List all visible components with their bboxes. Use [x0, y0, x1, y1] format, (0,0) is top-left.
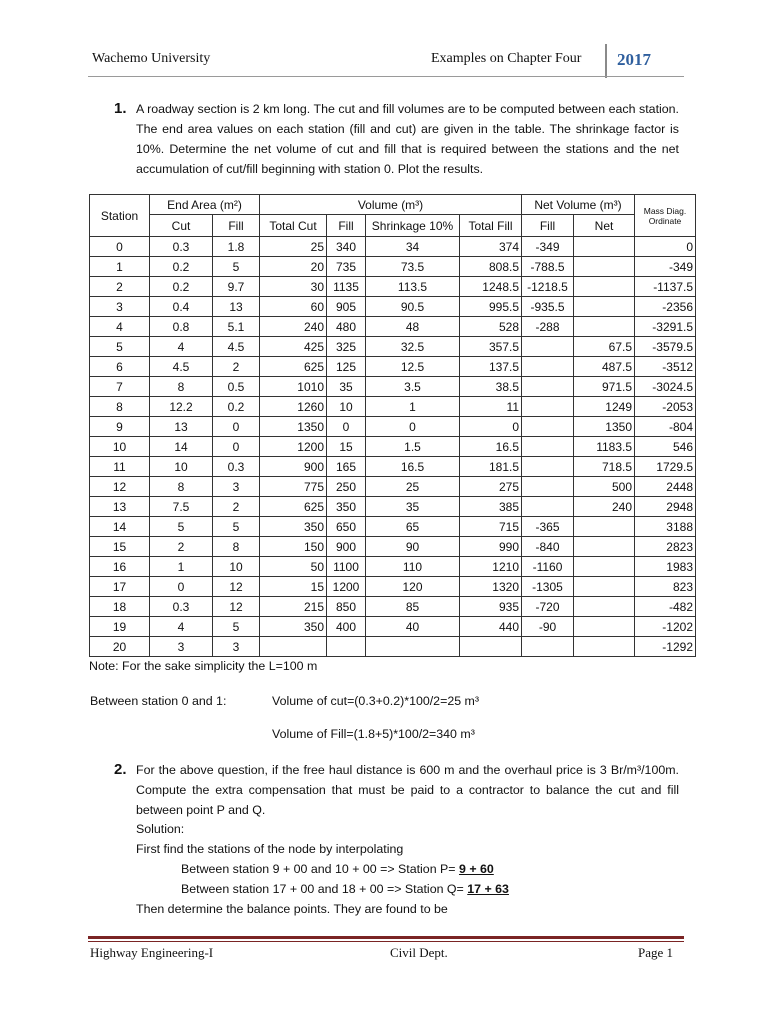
cell-cut: 0.2: [150, 277, 213, 297]
cell-fill: 1.8: [213, 237, 260, 257]
cell-station: 17: [90, 577, 150, 597]
cell-total-cut: 30: [260, 277, 327, 297]
cell-total-cut: 1260: [260, 397, 327, 417]
cell-net-fill: [522, 497, 574, 517]
note-text: Note: For the sake simplicity the L=100 m: [89, 659, 318, 673]
cell-mass-ordinate: 2448: [635, 477, 696, 497]
table-row: [90, 477, 696, 497]
cell-station: 3: [90, 297, 150, 317]
cell-volume-fill: 1100: [327, 557, 366, 577]
station-q-line: [181, 882, 509, 896]
cell-total-fill: 1320: [460, 577, 522, 597]
cell-shrinkage: 0: [366, 417, 460, 437]
cell-volume-fill: 1200: [327, 577, 366, 597]
cell-shrinkage: 25: [366, 477, 460, 497]
cell-fill: 0: [213, 437, 260, 457]
cell-total-fill: 1248.5: [460, 277, 522, 297]
cell-volume-fill: 0: [327, 417, 366, 437]
station-p-value: 9 + 60: [458, 862, 494, 876]
cell-shrinkage: 35: [366, 497, 460, 517]
cell-net-fill: -935.5: [522, 297, 574, 317]
cell-cut: 8: [150, 377, 213, 397]
cell-total-cut: 350: [260, 617, 327, 637]
cell-volume-fill: 850: [327, 597, 366, 617]
cell-net: [574, 557, 635, 577]
volume-fill-formula: Volume of Fill=(1.8+5)*100/2=340 m³: [272, 727, 475, 741]
cell-cut: 0.8: [150, 317, 213, 337]
cell-net: [574, 597, 635, 617]
table-row: [90, 617, 696, 637]
cell-net-fill: [522, 397, 574, 417]
cell-net: [574, 517, 635, 537]
cell-fill: 12: [213, 597, 260, 617]
cell-total-cut: 900: [260, 457, 327, 477]
cell-total-fill: 181.5: [460, 457, 522, 477]
cell-volume-fill: 125: [327, 357, 366, 377]
cell-mass-ordinate: 2948: [635, 497, 696, 517]
station-q-label: Between station 17 + 00 and 18 + 00 => Station Q=: [181, 882, 464, 896]
header-volume: Volume (m³): [260, 195, 522, 215]
cell-station: 20: [90, 637, 150, 657]
header-net-fill: Fill: [522, 215, 574, 237]
header-chapter: Examples on Chapter Four: [431, 51, 582, 66]
cell-total-fill: 357.5: [460, 337, 522, 357]
cell-cut: 1: [150, 557, 213, 577]
question-1-text: A roadway section is 2 km long. The cut and fill volumes are to be computed between each station. The end area values on each station (fill and cut) are given in the table. The shrinkage factor is 10%. Determine the net volume of cut and fill that is required between the stations and the net accumulation of cut/fill beginning with station 0. Plot the results.: [136, 102, 679, 176]
cell-volume-fill: 325: [327, 337, 366, 357]
cell-volume-fill: 15: [327, 437, 366, 457]
table-row: [90, 457, 696, 477]
table-row: [90, 417, 696, 437]
table-row: [90, 537, 696, 557]
table-row: [90, 517, 696, 537]
table-row: [90, 637, 696, 657]
cell-net-fill: [522, 377, 574, 397]
station-p-line: [181, 862, 494, 876]
cell-net: [574, 617, 635, 637]
cell-net-fill: -840: [522, 537, 574, 557]
cell-net: [574, 317, 635, 337]
cell-volume-fill: 35: [327, 377, 366, 397]
cell-volume-fill: [327, 637, 366, 657]
cell-mass-ordinate: -3579.5: [635, 337, 696, 357]
table-row: [90, 317, 696, 337]
cell-mass-ordinate: 546: [635, 437, 696, 457]
cell-mass-ordinate: -2356: [635, 297, 696, 317]
cell-net-fill: -1218.5: [522, 277, 574, 297]
table-row: [90, 277, 696, 297]
header-fill: Fill: [213, 215, 260, 237]
header-year: 2017: [617, 50, 651, 69]
cell-volume-fill: 900: [327, 537, 366, 557]
station-p-label: Between station 9 + 00 and 10 + 00 => Station P=: [181, 862, 456, 876]
cell-fill: 4.5: [213, 337, 260, 357]
cell-cut: 7.5: [150, 497, 213, 517]
cell-shrinkage: 120: [366, 577, 460, 597]
cell-volume-fill: 350: [327, 497, 366, 517]
cell-net: 718.5: [574, 457, 635, 477]
cell-total-fill: 16.5: [460, 437, 522, 457]
cell-cut: 13: [150, 417, 213, 437]
cell-net-fill: -788.5: [522, 257, 574, 277]
cell-station: 15: [90, 537, 150, 557]
cell-fill: 0: [213, 417, 260, 437]
cell-volume-fill: 1135: [327, 277, 366, 297]
cell-volume-fill: 165: [327, 457, 366, 477]
cell-cut: 4.5: [150, 357, 213, 377]
cell-station: 13: [90, 497, 150, 517]
table-row: [90, 577, 696, 597]
cell-total-fill: 990: [460, 537, 522, 557]
header-net-volume: Net Volume (m³): [522, 195, 635, 215]
cell-volume-fill: 905: [327, 297, 366, 317]
table-row: [90, 257, 696, 277]
cell-total-cut: 20: [260, 257, 327, 277]
cell-fill: 2: [213, 357, 260, 377]
cell-cut: 4: [150, 337, 213, 357]
footer-rule-thick: [88, 936, 684, 939]
header-station: Station: [90, 195, 150, 237]
cell-total-fill: 0: [460, 417, 522, 437]
cell-net: [574, 637, 635, 657]
cell-net-fill: [522, 337, 574, 357]
cell-net: 1350: [574, 417, 635, 437]
cell-station: 4: [90, 317, 150, 337]
cell-fill: 5: [213, 617, 260, 637]
cell-volume-fill: 400: [327, 617, 366, 637]
cell-fill: 3: [213, 637, 260, 657]
cell-net-fill: -1305: [522, 577, 574, 597]
cell-fill: 0.5: [213, 377, 260, 397]
header-volume-fill: Fill: [327, 215, 366, 237]
cell-fill: 3: [213, 477, 260, 497]
cell-net-fill: -90: [522, 617, 574, 637]
cell-shrinkage: 90.5: [366, 297, 460, 317]
cell-net-fill: [522, 457, 574, 477]
cell-mass-ordinate: -1202: [635, 617, 696, 637]
cell-total-cut: [260, 637, 327, 657]
cell-total-cut: 775: [260, 477, 327, 497]
cell-cut: 4: [150, 617, 213, 637]
cell-fill: 0.2: [213, 397, 260, 417]
cell-total-fill: [460, 637, 522, 657]
cell-net: [574, 577, 635, 597]
question-2-text: For the above question, if the free haul distance is 600 m and the overhaul price is 3 Br/m³/100m. Compute the extra compensation that must be paid to a contractor to balance the cut and fill between point P and Q.: [136, 763, 679, 817]
header-total-fill: Total Fill: [460, 215, 522, 237]
cell-total-cut: 1010: [260, 377, 327, 397]
cell-mass-ordinate: -1137.5: [635, 277, 696, 297]
table-row: [90, 237, 696, 257]
cell-shrinkage: 34: [366, 237, 460, 257]
cell-volume-fill: 735: [327, 257, 366, 277]
cell-fill: 5.1: [213, 317, 260, 337]
cell-total-fill: 715: [460, 517, 522, 537]
table-row: [90, 357, 696, 377]
cell-mass-ordinate: 823: [635, 577, 696, 597]
cell-cut: 2: [150, 537, 213, 557]
cell-volume-fill: 250: [327, 477, 366, 497]
cell-station: 16: [90, 557, 150, 577]
table-row: [90, 497, 696, 517]
cell-mass-ordinate: 3188: [635, 517, 696, 537]
table-row: [90, 437, 696, 457]
cell-net: [574, 277, 635, 297]
cell-cut: 12.2: [150, 397, 213, 417]
table-row: [90, 297, 696, 317]
cell-fill: 10: [213, 557, 260, 577]
header-cut: Cut: [150, 215, 213, 237]
cell-net: 500: [574, 477, 635, 497]
footer-rule-thin: [88, 941, 684, 942]
cell-volume-fill: 480: [327, 317, 366, 337]
cell-total-cut: 240: [260, 317, 327, 337]
cell-station: 8: [90, 397, 150, 417]
cell-cut: 14: [150, 437, 213, 457]
cell-station: 1: [90, 257, 150, 277]
question-1-number: 1.: [114, 100, 127, 117]
cell-cut: 0.4: [150, 297, 213, 317]
footer-course: Highway Engineering-I: [90, 945, 214, 960]
cell-total-cut: 15: [260, 577, 327, 597]
cell-total-fill: 137.5: [460, 357, 522, 377]
cell-total-cut: 1350: [260, 417, 327, 437]
cell-station: 12: [90, 477, 150, 497]
cell-mass-ordinate: -1292: [635, 637, 696, 657]
cell-mass-ordinate: -3024.5: [635, 377, 696, 397]
cell-total-fill: 528: [460, 317, 522, 337]
cell-total-cut: 425: [260, 337, 327, 357]
header-shrinkage: Shrinkage 10%: [366, 215, 460, 237]
header-university: Wachemo University: [92, 51, 211, 66]
cell-volume-fill: 10: [327, 397, 366, 417]
cell-station: 5: [90, 337, 150, 357]
cell-station: 14: [90, 517, 150, 537]
cell-mass-ordinate: -804: [635, 417, 696, 437]
cell-total-cut: 25: [260, 237, 327, 257]
cell-net: 971.5: [574, 377, 635, 397]
header-net: Net: [574, 215, 635, 237]
cell-net-fill: -1160: [522, 557, 574, 577]
cell-mass-ordinate: -2053: [635, 397, 696, 417]
cell-shrinkage: 90: [366, 537, 460, 557]
cell-cut: 10: [150, 457, 213, 477]
cell-station: 6: [90, 357, 150, 377]
question-2-number: 2.: [114, 761, 127, 778]
cell-fill: 0.3: [213, 457, 260, 477]
cell-net-fill: -288: [522, 317, 574, 337]
cell-total-fill: 38.5: [460, 377, 522, 397]
cell-mass-ordinate: -349: [635, 257, 696, 277]
cell-fill: 2: [213, 497, 260, 517]
cell-total-cut: 60: [260, 297, 327, 317]
cell-fill: 9.7: [213, 277, 260, 297]
cell-fill: 12: [213, 577, 260, 597]
cell-shrinkage: 16.5: [366, 457, 460, 477]
cell-total-cut: 350: [260, 517, 327, 537]
cell-shrinkage: 110: [366, 557, 460, 577]
solution-label: Solution:: [136, 822, 185, 836]
cell-total-fill: 11: [460, 397, 522, 417]
cell-net-fill: [522, 637, 574, 657]
header-divider: [605, 44, 607, 78]
cell-station: 10: [90, 437, 150, 457]
cell-net-fill: [522, 477, 574, 497]
cell-shrinkage: 85: [366, 597, 460, 617]
header-end-area: End Area (m²): [150, 195, 260, 215]
cell-net: 1183.5: [574, 437, 635, 457]
cell-net-fill: -349: [522, 237, 574, 257]
cell-station: 0: [90, 237, 150, 257]
cell-net: [574, 257, 635, 277]
cell-net-fill: -720: [522, 597, 574, 617]
cell-net-fill: [522, 357, 574, 377]
cell-mass-ordinate: 1983: [635, 557, 696, 577]
cell-net: 1249: [574, 397, 635, 417]
cell-fill: 8: [213, 537, 260, 557]
footer-department: Civil Dept.: [390, 945, 448, 960]
cell-total-cut: 625: [260, 357, 327, 377]
table-row: [90, 337, 696, 357]
cell-net-fill: -365: [522, 517, 574, 537]
cell-shrinkage: [366, 637, 460, 657]
cell-shrinkage: 12.5: [366, 357, 460, 377]
cell-shrinkage: 1: [366, 397, 460, 417]
cell-total-fill: 1210: [460, 557, 522, 577]
cell-mass-ordinate: -3512: [635, 357, 696, 377]
cell-station: 9: [90, 417, 150, 437]
cell-cut: 8: [150, 477, 213, 497]
table-row: [90, 397, 696, 417]
footer-page-number: Page 1: [638, 945, 674, 960]
cell-mass-ordinate: 0: [635, 237, 696, 257]
cell-fill: 13: [213, 297, 260, 317]
header-mass-diagram: Mass Diag. Ordinate: [635, 195, 696, 237]
cell-shrinkage: 32.5: [366, 337, 460, 357]
cell-total-fill: 935: [460, 597, 522, 617]
balance-points-text: Then determine the balance points. They are found to be: [136, 902, 448, 916]
cell-net: 67.5: [574, 337, 635, 357]
cell-cut: 0.3: [150, 237, 213, 257]
cell-volume-fill: 340: [327, 237, 366, 257]
header-total-cut: Total Cut: [260, 215, 327, 237]
table-body: [90, 237, 696, 657]
cell-station: 19: [90, 617, 150, 637]
between-label: Between station 0 and 1:: [90, 694, 227, 708]
cell-cut: 5: [150, 517, 213, 537]
cell-total-fill: 995.5: [460, 297, 522, 317]
cell-cut: 0.3: [150, 597, 213, 617]
cell-total-cut: 50: [260, 557, 327, 577]
cell-volume-fill: 650: [327, 517, 366, 537]
cell-fill: 5: [213, 517, 260, 537]
cell-net: [574, 237, 635, 257]
cell-shrinkage: 65: [366, 517, 460, 537]
solution-first-step: First find the stations of the node by interpolating: [136, 842, 404, 856]
cell-station: 2: [90, 277, 150, 297]
cell-shrinkage: 113.5: [366, 277, 460, 297]
header-rule: [88, 76, 684, 77]
cell-total-cut: 1200: [260, 437, 327, 457]
cell-total-cut: 150: [260, 537, 327, 557]
cell-shrinkage: 1.5: [366, 437, 460, 457]
cell-shrinkage: 48: [366, 317, 460, 337]
volume-cut-formula: Volume of cut=(0.3+0.2)*100/2=25 m³: [272, 694, 479, 708]
cell-total-fill: 385: [460, 497, 522, 517]
volume-table: [89, 194, 696, 657]
table-row: [90, 557, 696, 577]
cell-station: 18: [90, 597, 150, 617]
cell-total-cut: 215: [260, 597, 327, 617]
cell-total-cut: 625: [260, 497, 327, 517]
cell-total-fill: 275: [460, 477, 522, 497]
cell-cut: 0.2: [150, 257, 213, 277]
cell-station: 7: [90, 377, 150, 397]
cell-net: 487.5: [574, 357, 635, 377]
cell-net: [574, 537, 635, 557]
cell-net-fill: [522, 437, 574, 457]
cell-shrinkage: 73.5: [366, 257, 460, 277]
table-subheader-row: [90, 215, 696, 237]
cell-net: [574, 297, 635, 317]
cell-mass-ordinate: 1729.5: [635, 457, 696, 477]
cell-station: 11: [90, 457, 150, 477]
cell-net-fill: [522, 417, 574, 437]
table-row: [90, 597, 696, 617]
cell-total-fill: 440: [460, 617, 522, 637]
table-row: [90, 377, 696, 397]
cell-total-fill: 374: [460, 237, 522, 257]
cell-cut: 3: [150, 637, 213, 657]
table-header-row: [90, 195, 696, 215]
cell-total-fill: 808.5: [460, 257, 522, 277]
cell-mass-ordinate: 2823: [635, 537, 696, 557]
cell-mass-ordinate: -3291.5: [635, 317, 696, 337]
cell-net: 240: [574, 497, 635, 517]
cell-mass-ordinate: -482: [635, 597, 696, 617]
cell-fill: 5: [213, 257, 260, 277]
station-q-value: 17 + 63: [467, 882, 509, 896]
cell-shrinkage: 3.5: [366, 377, 460, 397]
cell-shrinkage: 40: [366, 617, 460, 637]
cell-cut: 0: [150, 577, 213, 597]
